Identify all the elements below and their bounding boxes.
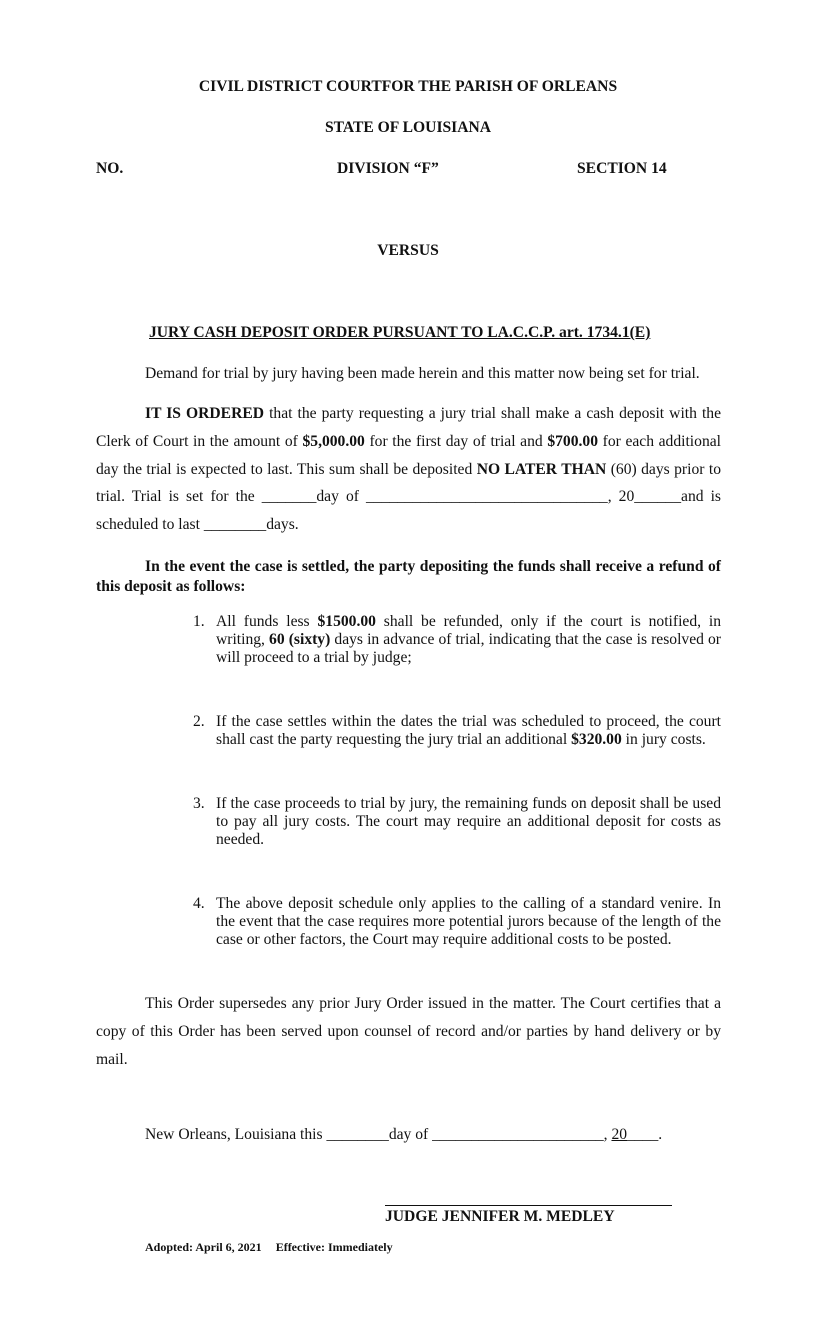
list-item <box>193 713 721 749</box>
item-text: All funds less <box>216 613 318 630</box>
list-item <box>193 613 721 668</box>
supersedes-paragraph: This Order supersedes any prior Jury Order issued in the matter. The Court certifies that a copy of this Order has been served upon counsel of record and/or parties by hand delivery or by mail. <box>96 995 721 1068</box>
dated-line <box>145 1126 662 1144</box>
order-text: for each additional day the trial is expected to last. This sum shall be deposited <box>96 432 721 478</box>
order-text: that the party requesting a jury trial shall make a cash deposit with the Clerk of Court in the amount of <box>96 405 722 450</box>
refund-intro: In the event the case is settled, the party depositing the funds shall receive a refund of this deposit as follows: <box>96 558 721 595</box>
footer <box>145 1240 393 1255</box>
first-day-amount: $5,000.00 <box>302 432 365 450</box>
deadline-emphasis: NO LATER THAN <box>476 460 607 478</box>
list-number: 3. <box>193 795 205 812</box>
order-text: for the first day of trial and <box>364 432 548 450</box>
list-number: 2. <box>193 713 205 730</box>
year-blank: ____ <box>627 1126 659 1143</box>
item-text: in jury costs. <box>621 731 706 749</box>
case-number-label: NO. <box>96 160 124 177</box>
item-text: The above deposit schedule only applies to the calling of a standard venire. In the event that the case requires more potential jurors because of the length of the case or other factors, the Court may require additional costs to be posted. <box>216 895 721 949</box>
court-heading: CIVIL DISTRICT COURTFOR THE PARISH OF ORLEANS <box>198 78 618 95</box>
demand-paragraph: Demand for trial by jury having been made herein and this matter now being set for trial. <box>145 365 700 382</box>
item-text: shall be refunded, only if the court is notified, in writing, <box>216 613 721 649</box>
dated-text: New Orleans, Louisiana this ________day of ______________________, <box>145 1126 612 1143</box>
item-text: If the case proceeds to trial by jury, the remaining funds on deposit shall be used to pay all jury costs. The court may require an additional deposit for costs as needed. <box>216 795 721 849</box>
order-emphasis: IT IS ORDERED <box>145 405 265 422</box>
signature-line <box>385 1205 672 1206</box>
list-number: 1. <box>193 613 205 630</box>
dated-end: . <box>658 1126 663 1143</box>
list-item <box>193 895 721 950</box>
order-paragraph <box>96 400 721 539</box>
year-prefix: 20 <box>611 1126 628 1143</box>
section-label: SECTION 14 <box>577 160 667 177</box>
item-days: 60 (sixty) <box>269 631 331 649</box>
state-heading: STATE OF LOUISIANA <box>324 119 492 136</box>
list-item <box>193 795 721 850</box>
division-label: DIVISION “F” <box>337 160 439 177</box>
additional-day-amount: $700.00 <box>547 432 599 450</box>
order-title: JURY CASH DEPOSIT ORDER PURSUANT TO LA.C.C.P. art. 1734.1(E) <box>149 324 651 341</box>
list-number: 4. <box>193 895 205 912</box>
adopted-date: Adopted: April 6, 2021 <box>145 1240 262 1254</box>
item-amount: $1500.00 <box>317 613 376 630</box>
judge-name: JUDGE JENNIFER M. MEDLEY <box>385 1208 615 1225</box>
versus-heading: VERSUS <box>377 242 439 259</box>
item-text: If the case settles within the dates the trial was scheduled to proceed, the court shall cast the party requesting the jury trial an additional <box>216 713 721 749</box>
effective-date: Effective: Immediately <box>275 1240 393 1254</box>
item-text: days in advance of trial, indicating that the case is resolved or will proceed to a trial by judge; <box>216 631 722 667</box>
item-amount: $320.00 <box>571 731 622 749</box>
order-text: (60) days prior to trial. Trial is set for the _______day of _______________________________, 20______and is scheduled to last ________days. <box>96 460 721 534</box>
